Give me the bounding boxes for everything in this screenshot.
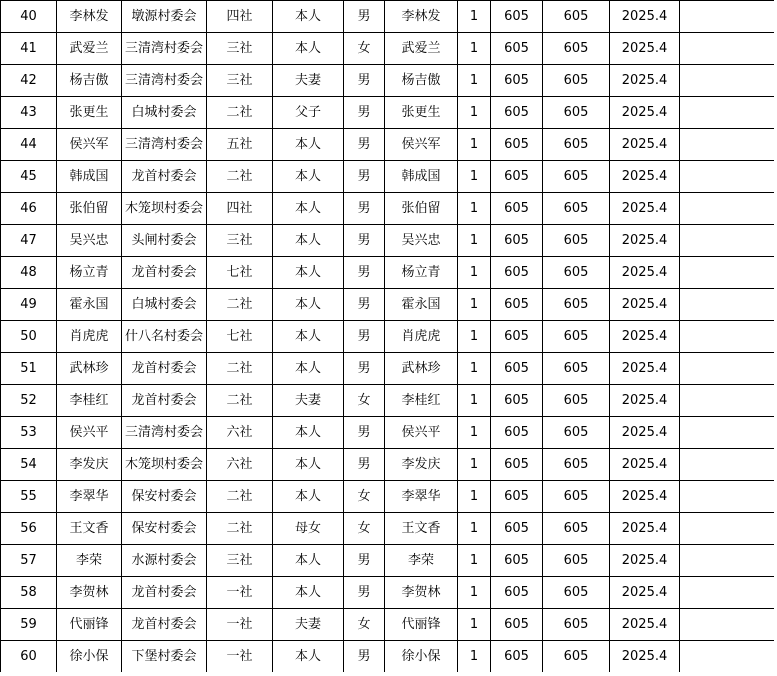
- cell-amount-total: 605: [543, 449, 610, 481]
- cell-count: 1: [458, 545, 491, 577]
- cell-name: 杨吉傲: [57, 65, 122, 97]
- cell-amount: 605: [491, 545, 543, 577]
- cell-date: 2025.4: [610, 289, 680, 321]
- cell-index: 54: [1, 449, 57, 481]
- cell-amount-total: 605: [543, 481, 610, 513]
- cell-relation: 本人: [273, 577, 344, 609]
- cell-amount-total: 605: [543, 97, 610, 129]
- cell-relation: 本人: [273, 1, 344, 33]
- cell-date: 2025.4: [610, 449, 680, 481]
- cell-blank: [680, 1, 775, 33]
- cell-index: 55: [1, 481, 57, 513]
- cell-date: 2025.4: [610, 385, 680, 417]
- cell-relation: 夫妻: [273, 609, 344, 641]
- cell-village-committee: 龙首村委会: [122, 257, 207, 289]
- table-row: [1, 161, 775, 193]
- cell-gender: 男: [344, 449, 385, 481]
- cell-name: 徐小保: [57, 641, 122, 673]
- cell-village-committee: 下堡村委会: [122, 641, 207, 673]
- cell-amount-total: 605: [543, 225, 610, 257]
- cell-name: 代丽锋: [57, 609, 122, 641]
- cell-date: 2025.4: [610, 545, 680, 577]
- cell-name: 李贺林: [57, 577, 122, 609]
- cell-index: 40: [1, 1, 57, 33]
- cell-blank: [680, 33, 775, 65]
- cell-index: 47: [1, 225, 57, 257]
- cell-amount: 605: [491, 609, 543, 641]
- cell-village-committee: 三清湾村委会: [122, 65, 207, 97]
- cell-recipient: 代丽锋: [385, 609, 458, 641]
- cell-group: 二社: [207, 385, 273, 417]
- table-row: [1, 545, 775, 577]
- cell-amount-total: 605: [543, 353, 610, 385]
- cell-count: 1: [458, 1, 491, 33]
- cell-gender: 男: [344, 1, 385, 33]
- table-row: [1, 289, 775, 321]
- cell-index: 42: [1, 65, 57, 97]
- cell-gender: 男: [344, 65, 385, 97]
- cell-date: 2025.4: [610, 1, 680, 33]
- table-row: [1, 449, 775, 481]
- cell-blank: [680, 65, 775, 97]
- table-row: [1, 225, 775, 257]
- cell-village-committee: 龙首村委会: [122, 161, 207, 193]
- cell-amount-total: 605: [543, 129, 610, 161]
- cell-index: 51: [1, 353, 57, 385]
- cell-amount-total: 605: [543, 641, 610, 673]
- cell-blank: [680, 417, 775, 449]
- cell-relation: 本人: [273, 321, 344, 353]
- cell-name: 李荣: [57, 545, 122, 577]
- cell-relation: 本人: [273, 289, 344, 321]
- cell-relation: 本人: [273, 545, 344, 577]
- cell-group: 二社: [207, 353, 273, 385]
- cell-name: 李发庆: [57, 449, 122, 481]
- cell-relation: 夫妻: [273, 65, 344, 97]
- cell-index: 50: [1, 321, 57, 353]
- cell-index: 46: [1, 193, 57, 225]
- cell-amount: 605: [491, 513, 543, 545]
- cell-group: 一社: [207, 609, 273, 641]
- cell-index: 58: [1, 577, 57, 609]
- cell-recipient: 李林发: [385, 1, 458, 33]
- table-row: [1, 33, 775, 65]
- cell-group: 五社: [207, 129, 273, 161]
- table-row: [1, 641, 775, 673]
- cell-village-committee: 龙首村委会: [122, 609, 207, 641]
- cell-blank: [680, 609, 775, 641]
- cell-blank: [680, 225, 775, 257]
- cell-count: 1: [458, 577, 491, 609]
- cell-gender: 男: [344, 289, 385, 321]
- cell-recipient: 张更生: [385, 97, 458, 129]
- cell-amount: 605: [491, 481, 543, 513]
- cell-amount: 605: [491, 385, 543, 417]
- cell-village-committee: 龙首村委会: [122, 385, 207, 417]
- cell-recipient: 李翠华: [385, 481, 458, 513]
- cell-recipient: 武爱兰: [385, 33, 458, 65]
- cell-relation: 本人: [273, 481, 344, 513]
- cell-date: 2025.4: [610, 641, 680, 673]
- cell-count: 1: [458, 481, 491, 513]
- table-row: [1, 577, 775, 609]
- cell-gender: 男: [344, 161, 385, 193]
- cell-name: 吴兴忠: [57, 225, 122, 257]
- cell-amount-total: 605: [543, 65, 610, 97]
- cell-relation: 本人: [273, 449, 344, 481]
- cell-gender: 男: [344, 417, 385, 449]
- cell-recipient: 韩成国: [385, 161, 458, 193]
- cell-relation: 本人: [273, 161, 344, 193]
- cell-date: 2025.4: [610, 609, 680, 641]
- cell-count: 1: [458, 353, 491, 385]
- cell-gender: 男: [344, 97, 385, 129]
- cell-gender: 女: [344, 609, 385, 641]
- cell-name: 韩成国: [57, 161, 122, 193]
- cell-name: 武林珍: [57, 353, 122, 385]
- cell-blank: [680, 97, 775, 129]
- cell-recipient: 肖虎虎: [385, 321, 458, 353]
- cell-gender: 女: [344, 481, 385, 513]
- cell-amount-total: 605: [543, 545, 610, 577]
- cell-count: 1: [458, 193, 491, 225]
- cell-recipient: 李桂红: [385, 385, 458, 417]
- cell-amount: 605: [491, 65, 543, 97]
- cell-recipient: 杨立青: [385, 257, 458, 289]
- cell-group: 二社: [207, 97, 273, 129]
- cell-name: 肖虎虎: [57, 321, 122, 353]
- cell-date: 2025.4: [610, 353, 680, 385]
- cell-index: 60: [1, 641, 57, 673]
- cell-village-committee: 墩源村委会: [122, 1, 207, 33]
- cell-blank: [680, 545, 775, 577]
- cell-index: 56: [1, 513, 57, 545]
- cell-index: 57: [1, 545, 57, 577]
- cell-amount: 605: [491, 257, 543, 289]
- cell-date: 2025.4: [610, 193, 680, 225]
- cell-name: 李桂红: [57, 385, 122, 417]
- cell-name: 李翠华: [57, 481, 122, 513]
- cell-amount: 605: [491, 129, 543, 161]
- cell-index: 44: [1, 129, 57, 161]
- cell-relation: 本人: [273, 225, 344, 257]
- cell-date: 2025.4: [610, 129, 680, 161]
- cell-blank: [680, 257, 775, 289]
- cell-relation: 本人: [273, 641, 344, 673]
- cell-date: 2025.4: [610, 417, 680, 449]
- cell-recipient: 王文香: [385, 513, 458, 545]
- cell-recipient: 李荣: [385, 545, 458, 577]
- cell-name: 武爱兰: [57, 33, 122, 65]
- cell-recipient: 吴兴忠: [385, 225, 458, 257]
- cell-index: 49: [1, 289, 57, 321]
- table-row: [1, 129, 775, 161]
- cell-amount: 605: [491, 225, 543, 257]
- cell-relation: 本人: [273, 417, 344, 449]
- cell-blank: [680, 161, 775, 193]
- cell-amount-total: 605: [543, 321, 610, 353]
- cell-gender: 女: [344, 513, 385, 545]
- cell-index: 43: [1, 97, 57, 129]
- cell-date: 2025.4: [610, 97, 680, 129]
- cell-amount-total: 605: [543, 193, 610, 225]
- cell-date: 2025.4: [610, 577, 680, 609]
- cell-recipient: 李发庆: [385, 449, 458, 481]
- cell-index: 48: [1, 257, 57, 289]
- cell-group: 六社: [207, 449, 273, 481]
- cell-count: 1: [458, 513, 491, 545]
- cell-gender: 男: [344, 129, 385, 161]
- table-row: [1, 257, 775, 289]
- cell-recipient: 侯兴军: [385, 129, 458, 161]
- cell-date: 2025.4: [610, 225, 680, 257]
- table-row: [1, 513, 775, 545]
- cell-group: 七社: [207, 257, 273, 289]
- cell-village-committee: 什八名村委会: [122, 321, 207, 353]
- cell-recipient: 侯兴平: [385, 417, 458, 449]
- cell-index: 53: [1, 417, 57, 449]
- cell-gender: 男: [344, 545, 385, 577]
- table-row: [1, 97, 775, 129]
- cell-village-committee: 水源村委会: [122, 545, 207, 577]
- cell-group: 二社: [207, 481, 273, 513]
- cell-blank: [680, 353, 775, 385]
- cell-gender: 男: [344, 641, 385, 673]
- cell-group: 一社: [207, 641, 273, 673]
- cell-group: 三社: [207, 65, 273, 97]
- cell-amount: 605: [491, 353, 543, 385]
- cell-count: 1: [458, 385, 491, 417]
- cell-group: 二社: [207, 161, 273, 193]
- cell-count: 1: [458, 65, 491, 97]
- cell-blank: [680, 449, 775, 481]
- cell-index: 45: [1, 161, 57, 193]
- cell-amount-total: 605: [543, 609, 610, 641]
- cell-index: 41: [1, 33, 57, 65]
- cell-relation: 父子: [273, 97, 344, 129]
- cell-amount-total: 605: [543, 33, 610, 65]
- cell-amount: 605: [491, 449, 543, 481]
- cell-name: 张更生: [57, 97, 122, 129]
- cell-amount: 605: [491, 577, 543, 609]
- cell-name: 张伯留: [57, 193, 122, 225]
- cell-date: 2025.4: [610, 65, 680, 97]
- cell-count: 1: [458, 417, 491, 449]
- cell-amount-total: 605: [543, 513, 610, 545]
- cell-count: 1: [458, 321, 491, 353]
- table-row: [1, 193, 775, 225]
- table-row: [1, 385, 775, 417]
- cell-blank: [680, 289, 775, 321]
- cell-group: 二社: [207, 289, 273, 321]
- cell-gender: 男: [344, 257, 385, 289]
- cell-relation: 母女: [273, 513, 344, 545]
- cell-index: 52: [1, 385, 57, 417]
- cell-gender: 男: [344, 577, 385, 609]
- cell-blank: [680, 641, 775, 673]
- cell-relation: 本人: [273, 129, 344, 161]
- cell-name: 侯兴军: [57, 129, 122, 161]
- cell-village-committee: 木笼坝村委会: [122, 449, 207, 481]
- cell-group: 四社: [207, 1, 273, 33]
- cell-group: 二社: [207, 513, 273, 545]
- cell-relation: 本人: [273, 193, 344, 225]
- cell-village-committee: 木笼坝村委会: [122, 193, 207, 225]
- cell-amount: 605: [491, 1, 543, 33]
- cell-amount: 605: [491, 289, 543, 321]
- cell-name: 侯兴平: [57, 417, 122, 449]
- cell-amount-total: 605: [543, 417, 610, 449]
- cell-blank: [680, 321, 775, 353]
- cell-count: 1: [458, 641, 491, 673]
- cell-group: 四社: [207, 193, 273, 225]
- cell-gender: 男: [344, 321, 385, 353]
- cell-gender: 男: [344, 353, 385, 385]
- cell-relation: 本人: [273, 257, 344, 289]
- cell-recipient: 霍永国: [385, 289, 458, 321]
- cell-blank: [680, 513, 775, 545]
- cell-blank: [680, 129, 775, 161]
- cell-group: 三社: [207, 545, 273, 577]
- cell-amount-total: 605: [543, 257, 610, 289]
- cell-group: 六社: [207, 417, 273, 449]
- cell-count: 1: [458, 449, 491, 481]
- table-body: [1, 1, 775, 673]
- cell-blank: [680, 481, 775, 513]
- cell-count: 1: [458, 225, 491, 257]
- cell-village-committee: 保安村委会: [122, 513, 207, 545]
- cell-amount: 605: [491, 193, 543, 225]
- cell-index: 59: [1, 609, 57, 641]
- cell-gender: 男: [344, 225, 385, 257]
- cell-gender: 男: [344, 193, 385, 225]
- cell-count: 1: [458, 609, 491, 641]
- cell-amount: 605: [491, 161, 543, 193]
- cell-amount: 605: [491, 33, 543, 65]
- cell-date: 2025.4: [610, 321, 680, 353]
- cell-relation: 本人: [273, 353, 344, 385]
- cell-gender: 女: [344, 385, 385, 417]
- cell-village-committee: 三清湾村委会: [122, 129, 207, 161]
- cell-village-committee: 龙首村委会: [122, 577, 207, 609]
- table-row: [1, 353, 775, 385]
- cell-name: 杨立青: [57, 257, 122, 289]
- cell-amount: 605: [491, 641, 543, 673]
- cell-blank: [680, 193, 775, 225]
- cell-village-committee: 白城村委会: [122, 97, 207, 129]
- cell-name: 王文香: [57, 513, 122, 545]
- cell-group: 三社: [207, 33, 273, 65]
- cell-count: 1: [458, 97, 491, 129]
- cell-count: 1: [458, 33, 491, 65]
- cell-recipient: 李贺林: [385, 577, 458, 609]
- cell-relation: 本人: [273, 33, 344, 65]
- cell-amount-total: 605: [543, 289, 610, 321]
- cell-blank: [680, 577, 775, 609]
- cell-recipient: 张伯留: [385, 193, 458, 225]
- cell-name: 霍永国: [57, 289, 122, 321]
- cell-amount-total: 605: [543, 385, 610, 417]
- cell-date: 2025.4: [610, 257, 680, 289]
- cell-amount-total: 605: [543, 1, 610, 33]
- cell-group: 七社: [207, 321, 273, 353]
- cell-village-committee: 三清湾村委会: [122, 417, 207, 449]
- cell-count: 1: [458, 129, 491, 161]
- cell-count: 1: [458, 257, 491, 289]
- cell-name: 李林发: [57, 1, 122, 33]
- cell-gender: 女: [344, 33, 385, 65]
- cell-date: 2025.4: [610, 161, 680, 193]
- table-row: [1, 417, 775, 449]
- cell-recipient: 杨吉傲: [385, 65, 458, 97]
- cell-village-committee: 头闸村委会: [122, 225, 207, 257]
- cell-recipient: 徐小保: [385, 641, 458, 673]
- cell-count: 1: [458, 289, 491, 321]
- cell-village-committee: 三清湾村委会: [122, 33, 207, 65]
- cell-date: 2025.4: [610, 33, 680, 65]
- cell-date: 2025.4: [610, 513, 680, 545]
- table-row: [1, 609, 775, 641]
- cell-amount-total: 605: [543, 161, 610, 193]
- cell-blank: [680, 385, 775, 417]
- table-row: [1, 65, 775, 97]
- table-row: [1, 1, 775, 33]
- cell-recipient: 武林珍: [385, 353, 458, 385]
- cell-amount: 605: [491, 417, 543, 449]
- cell-amount-total: 605: [543, 577, 610, 609]
- cell-date: 2025.4: [610, 481, 680, 513]
- cell-group: 一社: [207, 577, 273, 609]
- page-bottom-edge: [0, 672, 777, 676]
- cell-count: 1: [458, 161, 491, 193]
- cell-group: 三社: [207, 225, 273, 257]
- cell-village-committee: 龙首村委会: [122, 353, 207, 385]
- cell-village-committee: 保安村委会: [122, 481, 207, 513]
- table-row: [1, 321, 775, 353]
- cell-relation: 夫妻: [273, 385, 344, 417]
- table-row: [1, 481, 775, 513]
- cell-amount: 605: [491, 321, 543, 353]
- cell-amount: 605: [491, 97, 543, 129]
- cell-village-committee: 白城村委会: [122, 289, 207, 321]
